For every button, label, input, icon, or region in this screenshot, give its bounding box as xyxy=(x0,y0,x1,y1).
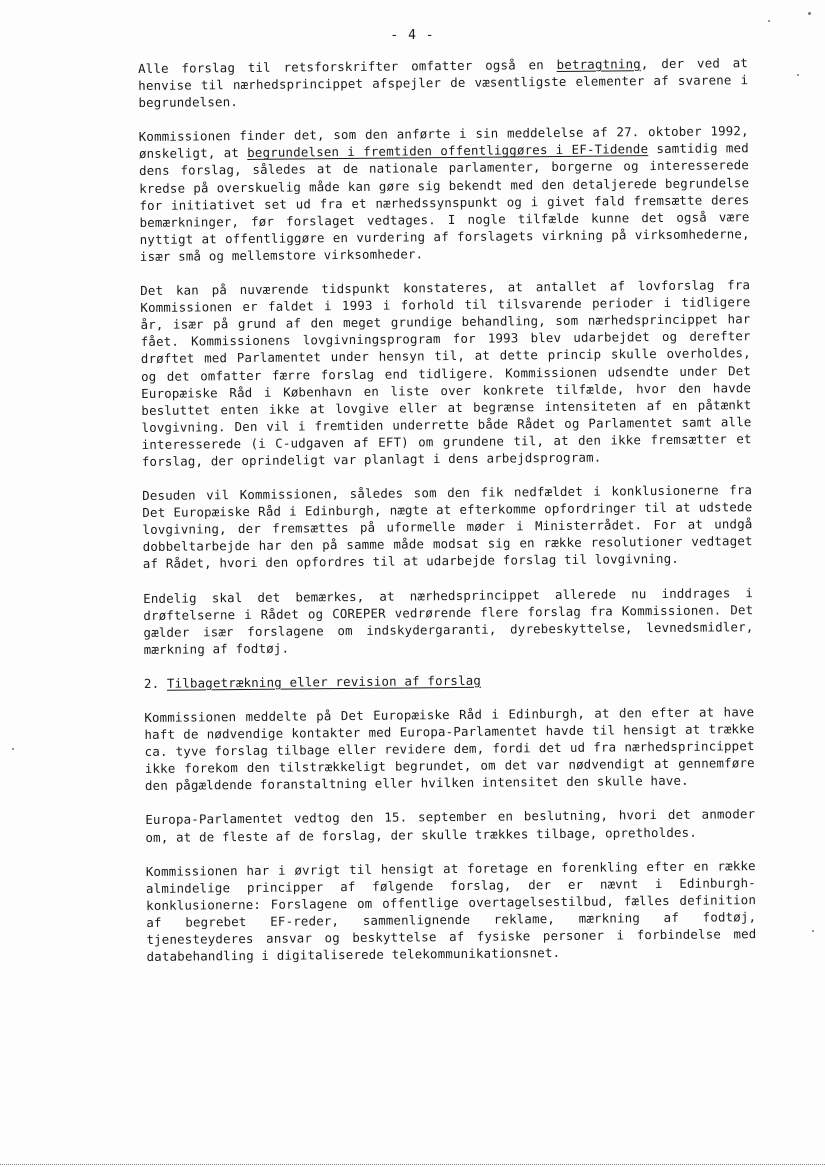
scan-speck xyxy=(797,74,799,76)
section-title: Tilbagetrækning eller revision af forslag xyxy=(166,672,482,691)
paragraph-legislative-decline: Det kan på nuværende tidspunkt konstateres, at antallet af lovforslag fra Kommissionen er faldet i 1993 i forhold til tilsvarende perioder i tidligere år, især på grund af den meget grundige behandling, som nærhedsprincippet har fået. Kommissionens lovgivningsprogram for 1993 blev udarbejdet og derefter drøftet med Parlamentet under hensyn til, at dette princip skulle overholdes, og det omfatter færre forslag end tidligere. Kommissionen udsendte under Det Europæiske Råd i København en liste over konkrete tilfælde, hvor den havde besluttet enten ikke at lovgive eller at begrænse intensiteten af en påtænkt lovgivning. Den vil i fremtiden underrette både Rådet og Parlamentet samt alle interesserede (i C-udgaven af EFT) om grundene til, at den ikke fremsætter et forslag, der oprindeligt var planlagt i dens arbejdsprogram. xyxy=(140,277,752,469)
section-heading-2 xyxy=(144,669,754,692)
paragraph-withdrawal: Kommissionen meddelte på Det Europæiske Råd i Edinburgh, at den efter at have haft de nødvendige kontakter med Europa-Parlamentet havde til hensigt at trække ca. tyve forslag tilbage eller revidere dem, fordi det ud fra nærhedsprincippet ikke forekom den tilstrækkeligt begrundet, om det var nødvendigt at gennemføre den pågældende foranstaltning eller hvilken intensitet den skulle have. xyxy=(144,704,755,794)
paragraph-recitals-text-end: , der ved at henvise til nærhedsprincippet afspejler de væsentligste elementer af svarene i begrundelsen. xyxy=(138,55,749,111)
paragraph-publication-text-end: samtidig med dens forslag, således at de nationale parlamenter, borgerne og interesserede kredse på overskuelig måde kan gøre sig bekendt med den detaljerede begrundelse for initiativet set ud fra et nærhedssynspunkt og i givet fald fremsætte deres bemærkninger, før forslaget vedtages. I nogle tilfælde kunne det også være nyttigt at offentliggøre en vurdering af forslagets virkning på virksomhederne, især små og mellemstore virksomheder. xyxy=(138,140,750,264)
scan-bottom-edge xyxy=(0,1164,825,1165)
paragraph-recitals-text-start: Alle forslag til retsforskrifter omfatter også en xyxy=(138,56,557,76)
paragraph-publication-text-start: Kommissionen finder det, som den anførte i sin meddelelse af 27. oktober 1992, ønskeligt, at xyxy=(138,123,749,162)
paragraph-publication xyxy=(139,122,750,265)
underlined-term-betragtning: betragtning xyxy=(556,56,641,72)
paragraph-council-coreper: Endelig skal det bemærkes, at nærhedsprincippet allerede nu inddrages i drøftelserne i Rådet og COREPER vedrørende flere forslag fra Kommissionen. Det gælder især forslagene om indskydergaranti, dyrebeskyttelse, levnedsmidler, mærkning af fodtøj. xyxy=(143,584,754,657)
paragraph-recitals xyxy=(138,54,748,111)
paragraph-parliament-resolution: Europa-Parlamentet vedtog den 15. september en beslutning, hvori det anmoder om, at de fleste af de forslag, der skulle trækkes tilbage, opretholdes. xyxy=(145,806,756,845)
section-number: 2. xyxy=(143,675,168,691)
underlined-phrase-publication: begrundelsen i fremtiden offentliggøres i EF-Tidende xyxy=(247,141,649,161)
page-number: - 4 - xyxy=(390,28,435,43)
document-body xyxy=(138,54,757,982)
scan-speck xyxy=(768,20,770,22)
paragraph-simplification: Kommissionen har i øvrigt til hensigt at foretage en forenkling efter en række almindelige principper af følgende forslag, der er nævnt i Edinburgh-konklusionerne: Forslagene om offentlige overtagelsestilbud, fælles definition af begrebet EF-reder, sammenlignende reklame, mærkning af fodtøj, tjenesteyderes ansvar og beskyttelse af fysiske personer i forbindelse med databehandling i digitaliserede telekommunikationsnet. xyxy=(145,857,757,965)
scan-speck xyxy=(12,748,14,750)
scan-speck xyxy=(808,12,811,15)
paragraph-edinburgh-refusal: Desuden vil Kommissionen, således som den fik nedfældet i konklusionerne fra Det Europæiske Råd i Edinburgh, nægte at efterkomme opfordringer til at udstede lovgivning, der fremsættes på uformelle møder i Ministerrådet. For at undgå dobbeltarbejde har den på samme måde modsat sig en række resolutioner vedtaget af Rådet, hvori den opfordres til at udarbejde forslag til lovgivning. xyxy=(142,482,753,572)
scan-speck xyxy=(812,930,814,932)
